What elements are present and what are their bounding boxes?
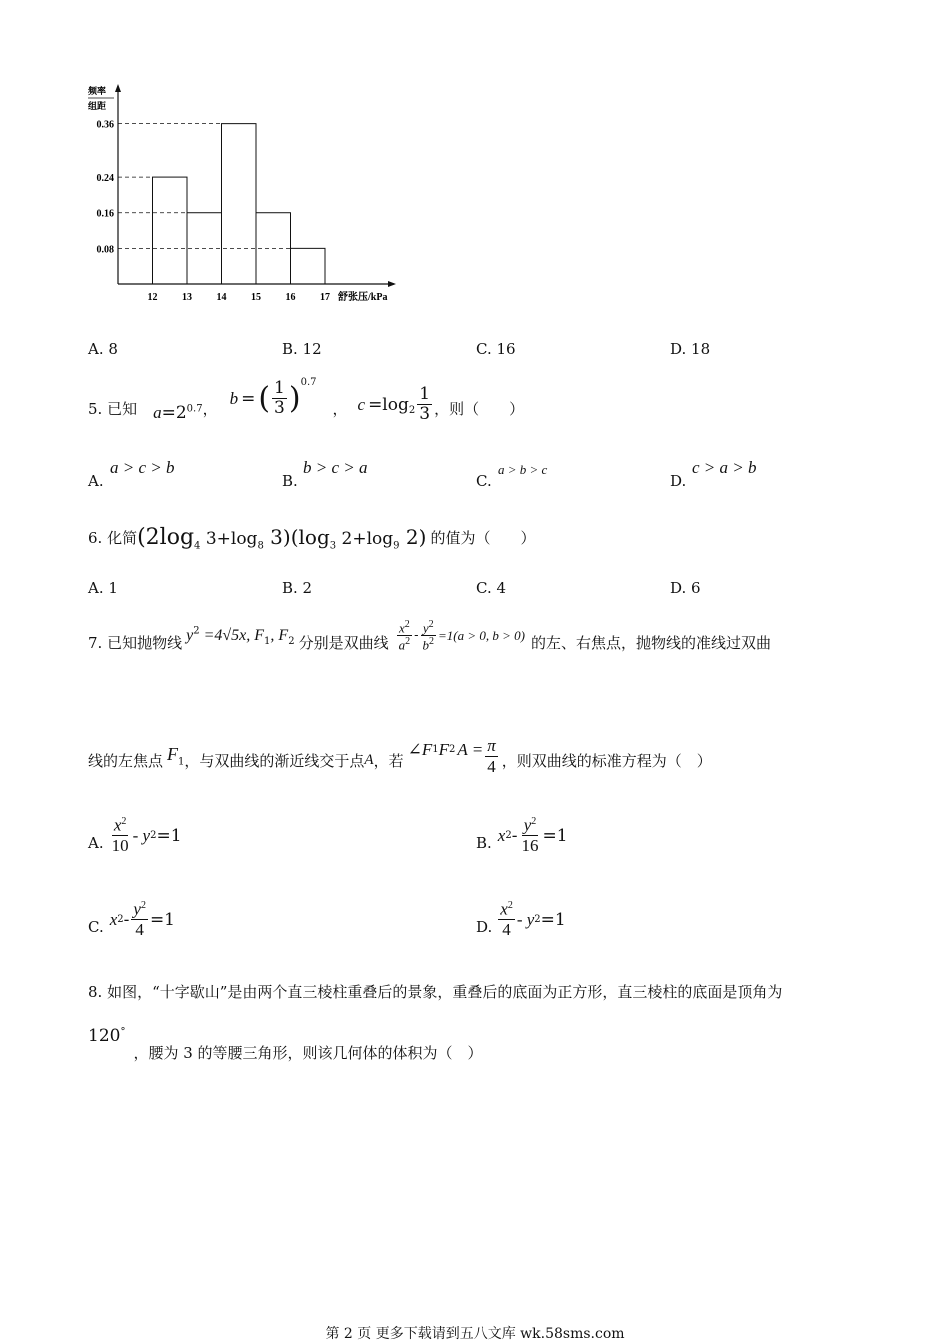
y-tick-label: 0.08 <box>96 244 114 256</box>
q7-option-d: D. $\frac{x^2}{4}$ - y 2 =1 <box>476 899 566 940</box>
q5-a-expr: $a=2^{0.7}$ <box>153 403 203 423</box>
q7-line2c: ，若 <box>373 751 404 770</box>
q5-option-b-expr: b > c > a <box>303 458 368 477</box>
q7-option-c: C. x 2 - $\frac{y^2}{4}$ =1 <box>88 899 175 940</box>
q7-mid: 分别是双曲线 <box>298 633 389 652</box>
q6-option-c: C. 4 <box>476 579 507 597</box>
y-tick-label: 0.16 <box>96 208 114 220</box>
x-tick-label: 12 <box>147 292 158 303</box>
q6-option-d: D. 6 <box>670 579 701 597</box>
x-tick-label: 13 <box>182 292 192 303</box>
q5-number: 5. 已知 <box>88 399 138 418</box>
q5-b-expr: b = ( $\frac{1}{3}$ ) $^{0.7}$ <box>229 377 317 419</box>
question-5 <box>88 376 524 428</box>
y-axis-label-bottom: 组距 <box>88 101 107 111</box>
q4-option-d: D. 18 <box>670 340 711 358</box>
q8-line2: 120° ，腰为 3 的等腰三角形，则该几何体的体积为（ ） <box>88 1026 483 1062</box>
x-axis-arrow <box>388 281 396 287</box>
question-7-line2 <box>88 726 712 778</box>
q7-tail1: 的左、右焦点，抛物线的准线过双曲 <box>530 633 771 652</box>
q5-option-a-expr: a > c > b <box>110 458 175 477</box>
histogram-bar <box>222 124 257 284</box>
y-axis-arrow <box>115 84 121 92</box>
q7-option-b: B. x 2 - $\frac{y^2}{16}$ =1 <box>476 815 568 856</box>
histogram-bar <box>153 177 188 284</box>
q5-option-d-expr: c > a > b <box>692 458 757 477</box>
q5-sep2: ， <box>332 399 348 418</box>
q7-line2b: ，与双曲线的渐近线交于点 <box>184 751 365 770</box>
q4-option-b: B. 12 <box>282 340 322 358</box>
q4-option-c: C. 16 <box>476 340 516 358</box>
x-axis-label: 舒张压/kPa <box>338 292 388 303</box>
q6-tail: 的值为（ ） <box>430 529 536 547</box>
q6-option-b: B. 2 <box>282 579 313 597</box>
q7-point-a: A <box>364 751 374 768</box>
q8-line1: 8. 如图，“十字歇山”是由两个直三棱柱重叠后的景象，重叠后的底面为正方形，直三棱柱的底面是顶角为 <box>88 983 783 1001</box>
q5-option-c-expr: a > b > c <box>498 462 548 477</box>
q7-option-a: A. $\frac{x^2}{10}$ - y 2 =1 <box>88 815 182 856</box>
q5-option-a-label: A. <box>88 472 104 490</box>
q4-option-a: A. 8 <box>88 340 118 358</box>
q7-parabola: $y^2 =4√5x$, $F_1$, $F_2$ <box>186 625 295 648</box>
q8-angle: 120° <box>88 1026 126 1046</box>
x-tick-label: 16 <box>285 292 296 303</box>
q7-line2d: ，则双曲线的标准方程为（ ） <box>501 751 712 770</box>
histogram-chart <box>80 80 410 310</box>
x-tick-label: 15 <box>251 292 261 303</box>
x-tick-label: 17 <box>320 292 330 303</box>
q5-tail: ，则（ ） <box>434 399 525 418</box>
question-6 <box>88 517 535 551</box>
q5-option-b-label: B. <box>282 472 298 490</box>
q6-option-a: A. 1 <box>88 579 118 597</box>
q7-line2a: 线的左焦点 <box>88 751 164 770</box>
q6-number: 6. 化简 <box>88 529 138 547</box>
y-tick-label: 0.24 <box>96 173 114 185</box>
q7-number: 7. 已知抛物线 <box>88 633 183 652</box>
q5-sep1: ， <box>202 399 218 418</box>
q7-angle-expr: ∠F 1 F 2 A = $\frac{\pi}{4}$ <box>407 736 496 777</box>
x-tick-label: 14 <box>216 292 227 303</box>
q7-f1-point: $F_1$ <box>167 744 185 768</box>
question-7-line1 <box>88 612 771 660</box>
page-footer: 第 2 页 更多下载请到五八文库 wk.58sms.com <box>325 1326 625 1342</box>
y-axis-label-top: 频率 <box>88 86 107 96</box>
y-tick-label: 0.36 <box>96 119 114 131</box>
q5-option-c-label: C. <box>476 472 492 490</box>
q6-expr: ($2\log_4$ $3+\log_8$ $3)(\log_3$ $2+\log_9$ 2) <box>137 524 427 551</box>
histogram-bar <box>291 248 326 284</box>
q7-hyperbola: $\frac{x^2}{a^2}$ - $\frac{y^2}{b^2}$ =1(a > 0, b > 0) <box>398 618 525 653</box>
q5-c-expr: c =log $_2$ $\frac{1}{3}$ <box>357 384 431 425</box>
q5-option-d-label: D. <box>670 472 687 490</box>
